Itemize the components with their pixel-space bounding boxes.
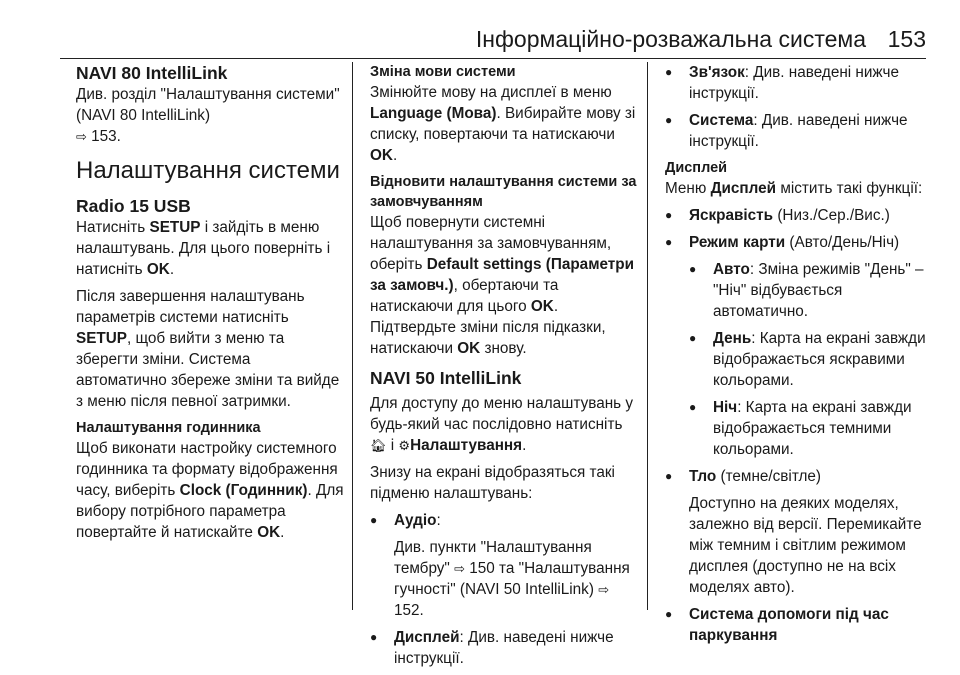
list-item-night: [689, 397, 933, 460]
text: містить такі функції:: [776, 180, 923, 197]
text: .: [280, 524, 285, 541]
text: :: [436, 512, 441, 529]
clock-option: Clock (Годинник): [179, 482, 308, 499]
text: : Зміна режимів "День" – "Ніч" відбувається автоматично.: [713, 261, 924, 320]
list-item-brightness: [665, 205, 933, 226]
background-label: Тло: [689, 468, 717, 485]
list-item-bluetooth: [665, 62, 933, 104]
ok-key: OK: [146, 261, 170, 278]
text: Підтвердьте зміни після підказки, натискаючи: [370, 319, 606, 357]
audio-ref-2[interactable]: 152.: [394, 602, 424, 619]
text: Змінюйте мову на дисплеї в меню: [370, 84, 612, 101]
map-mode-label: Режим карти: [689, 234, 786, 251]
page-ref-arrow-icon: ⇨: [454, 561, 466, 576]
list-item-parking: [665, 604, 933, 646]
language-option: Language (Мова): [370, 105, 497, 122]
ok-key: OK: [370, 147, 393, 164]
setup-paragraph: [76, 217, 344, 280]
text: Див. пункти "Налаштування тембру": [394, 539, 592, 577]
main-heading: Налаштування системи: [76, 157, 340, 184]
page-header-title: Інформаційно-розважальна система: [475, 26, 866, 52]
text: .: [522, 437, 527, 454]
text: і зайдіть в меню налаштувань. Для цього поверніть і натисніть: [76, 219, 331, 278]
text: знову.: [480, 340, 527, 357]
night-label: Ніч: [713, 399, 738, 416]
radio-heading: Radio 15 USB: [76, 196, 191, 216]
navi50-heading: NAVI 50 IntelliLink: [370, 368, 522, 388]
reset-paragraph: [370, 212, 638, 317]
submenu-list-continued: [665, 62, 933, 152]
text: : Карта на екрані завжди відображається темними кольорами.: [713, 399, 912, 458]
text: .: [553, 298, 559, 315]
list-item-map-mode: [665, 232, 933, 460]
list-item-background: [665, 466, 933, 598]
text: Натисніть: [76, 219, 150, 236]
clock-heading: Налаштування годинника: [76, 420, 261, 436]
submenu-list: [370, 510, 638, 669]
text: Щоб виконати настройку системного годинника та формату відображення часу, виберіть: [76, 440, 338, 499]
gear-icon: ⚙: [398, 438, 411, 453]
bluetooth-label: Зв'язок: [689, 64, 745, 81]
confirm-paragraph: [370, 317, 638, 359]
text: Після завершення налаштувань параметрів системи натисніть: [76, 288, 305, 326]
day-label: День: [713, 330, 752, 347]
setup-key: SETUP: [149, 219, 201, 236]
language-heading: Зміна мови системи: [370, 64, 516, 80]
parking-label: Система допомоги під час паркування: [689, 606, 889, 644]
text: . Вибирайте мову зі списку, повертаючи та натискаючи: [370, 105, 636, 143]
page-number: 153: [887, 26, 926, 52]
text: .: [169, 261, 175, 278]
text: , щоб вийти з меню та зберегти зміни. Система автоматично збереже зміни та вийде з меню після певної затримки.: [76, 330, 340, 410]
language-paragraph: [370, 82, 638, 166]
text: (Авто/День/Ніч): [785, 234, 900, 251]
settings-option: Налаштування: [410, 437, 523, 454]
text: .: [392, 147, 398, 164]
column-2: [370, 62, 638, 675]
auto-label: Авто: [713, 261, 750, 278]
display-functions-list: [665, 205, 933, 646]
background-description: Доступно на деяких моделях, залежно від версії. Перемикайте між темним і світлим режимом дисплея (доступно не на всіх моделях авто).: [689, 495, 922, 596]
display-label: Дисплей: [394, 629, 460, 646]
text: (темне/світле): [716, 468, 822, 485]
page-ref-arrow-icon: ⇨: [76, 129, 87, 144]
list-item-system: [665, 110, 933, 152]
default-settings-option: Default settings (Параметри за замовч.): [370, 256, 635, 294]
list-item-day: [689, 328, 933, 391]
navi50-paragraph: [370, 393, 638, 456]
audio-description: [394, 537, 638, 621]
page-header: [60, 22, 926, 58]
text: : Див. наведені нижче інструкції.: [689, 64, 899, 102]
page-ref-arrow-icon: ⇨: [598, 582, 610, 597]
home-icon: 🏠︎: [370, 438, 387, 453]
setup-key: SETUP: [76, 330, 127, 347]
header-rule: [60, 58, 926, 59]
text: : Див. наведені нижче інструкції.: [689, 112, 908, 150]
navi80-ref[interactable]: 153.: [91, 128, 121, 145]
clock-paragraph: [76, 438, 344, 543]
text: "Налаштування гучності" (NAVI 50 IntelliLink): [394, 560, 630, 598]
brightness-label: Яскравість: [689, 207, 774, 224]
column-divider-2: [647, 62, 648, 610]
display-heading: Дисплей: [665, 160, 728, 176]
text: . Для вибору потрібного параметра повертайте й натискайте: [76, 482, 344, 541]
audio-ref-1[interactable]: 150 та: [469, 560, 515, 577]
display-menu-label: Дисплей: [710, 180, 777, 197]
system-label: Система: [689, 112, 754, 129]
map-mode-list: [689, 259, 933, 460]
navi80-text: Див. розділ "Налаштування системи" (NAVI 80 IntelliLink): [76, 86, 340, 124]
ok-key: OK: [457, 340, 481, 357]
text: Меню: [665, 180, 711, 197]
text: Для доступу до меню налаштувань у будь-який час послідовно натисніть: [370, 395, 634, 433]
reset-heading: Відновити налаштування системи за замовчуванням: [370, 174, 637, 210]
text: : Див. наведені нижче інструкції.: [394, 629, 614, 667]
submenu-intro: Знизу на екрані відобразяться такі підменю налаштувань:: [370, 464, 615, 502]
list-item-auto: [689, 259, 933, 322]
list-item-display: [370, 627, 638, 669]
ok-key: OK: [257, 524, 281, 541]
column-1: [76, 62, 344, 549]
column-divider-1: [352, 62, 353, 610]
navi80-paragraph: [76, 84, 344, 147]
column-3: [665, 62, 933, 652]
text: , обертаючи та натискаючи для цього: [370, 277, 559, 315]
list-item-audio: [370, 510, 638, 621]
text: і: [386, 437, 399, 454]
text: : Карта на екрані завжди відображається яскравими кольорами.: [713, 330, 926, 389]
display-intro: [665, 178, 933, 199]
ok-key: OK: [530, 298, 554, 315]
text: (Низ./Сер./Вис.): [773, 207, 890, 224]
navi80-heading: NAVI 80 IntelliLink: [76, 63, 228, 83]
text: Щоб повернути системні налаштування за замовчуванням, оберіть: [370, 214, 612, 273]
audio-label: Аудіо: [394, 512, 437, 529]
exit-paragraph: [76, 286, 344, 412]
